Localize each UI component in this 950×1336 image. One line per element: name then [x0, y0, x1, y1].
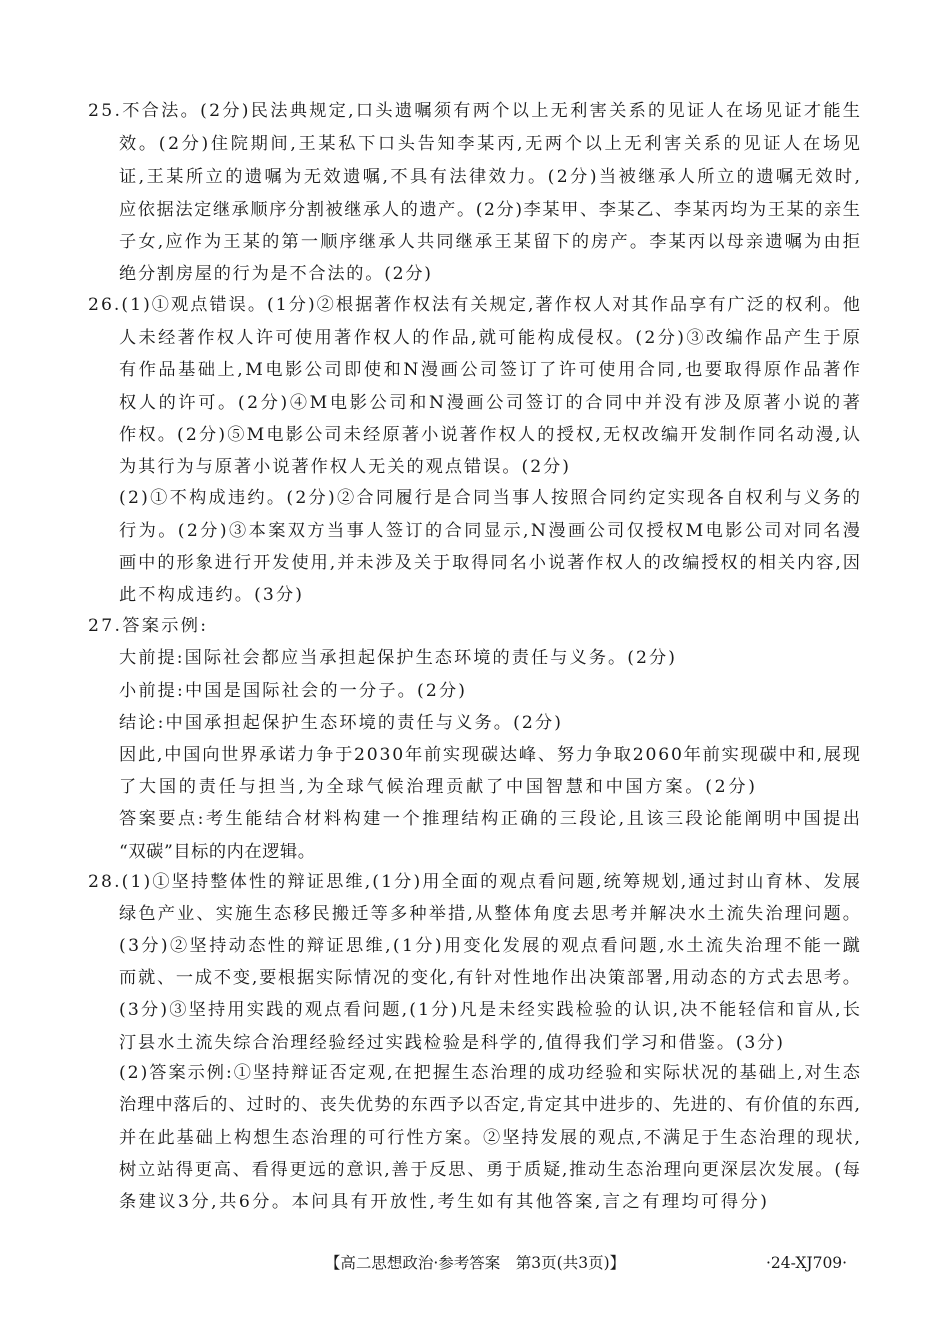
text-line: (2)①不构成违约。(2分)②合同履行是合同当事人按照合同约定实现各自权利与义务的	[119, 488, 863, 508]
text-line: 此不构成违约。(3分)	[119, 585, 305, 605]
text-line: 因此,中国向世界承诺力争于2030年前实现碳达峰、努力争取2060年前实现碳中和,展现	[119, 745, 862, 765]
text-line: 作权。(2分)⑤M电影公司未经原著小说著作权人的授权,无权改编开发制作同名动漫,认	[119, 425, 863, 445]
text-line: 行为。(2分)③本案双方当事人签订的合同显示,N漫画公司仅授权M电影公司对同名漫	[119, 521, 863, 541]
text-line: 绝分割房屋的行为是不合法的。(2分)	[119, 264, 433, 284]
text-line: 并在此基础上构想生态治理的可行性方案。②坚持发展的观点,不满足于生态治理的现状,	[119, 1128, 862, 1148]
text-line: 答案要点:考生能结合材料构建一个推理结构正确的三段论,且该三段论能阐明中国提出	[119, 809, 863, 829]
text-line: 人未经著作权人许可使用著作权人的作品,就可能构成侵权。(2分)③改编作品产生于原	[119, 328, 863, 348]
text-line: 效。(2分)住院期间,王某私下口头告知李某丙,无两个以上无利害关系的见证人在场见	[119, 134, 863, 154]
text-line: 权人的许可。(2分)④M电影公司和N漫画公司签订的合同中并没有涉及原著小说的著	[119, 393, 863, 413]
text-line: 而就、一成不变,要根据实际情况的变化,有针对性地作出决策部署,用动态的方式去思考。	[119, 968, 862, 988]
text-line: 子女,应作为王某的第一顺序继承人共同继承王某留下的房产。李某丙以母亲遗嘱为由拒	[119, 232, 863, 252]
text-line: 了大国的责任与担当,为全球气候治理贡献了中国智慧和中国方案。(2分)	[119, 777, 758, 797]
text-line: 证,王某所立的遗嘱为无效遗嘱,不具有法律效力。(2分)当被继承人所立的遗嘱无效时,	[119, 167, 863, 187]
text-line: 大前提:国际社会都应当承担起保护生态环境的责任与义务。(2分)	[119, 648, 678, 668]
text-line: 有作品基础上,M电影公司即使和N漫画公司签订了许可使用合同,也要取得原作品著作	[119, 360, 863, 380]
page-footer-title: 【高二思想政治·参考答案 第3页(共3页)】	[324, 1254, 626, 1272]
text-line: 26.(1)①观点错误。(1分)②根据著作权法有关规定,著作权人对其作品享有广泛的权利。他	[88, 295, 863, 315]
text-line: (3分)②坚持动态性的辩证思维,(1分)用变化发展的观点看问题,水土流失治理不能一蹴	[119, 936, 863, 956]
text-line: 结论:中国承担起保护生态环境的责任与义务。(2分)	[119, 713, 564, 733]
text-line: 为其行为与原著小说著作权人无关的观点错误。(2分)	[119, 457, 571, 477]
text-line: (2)答案示例:①坚持辩证否定观,在把握生态治理的成功经验和实际状况的基础上,对生态	[119, 1063, 862, 1083]
text-line: (3分)③坚持用实践的观点看问题,(1分)凡是未经实践检验的认识,决不能轻信和盲从,长	[119, 1000, 863, 1020]
text-line: 树立站得更高、看得更远的意识,善于反思、勇于质疑,推动生态治理向更深层次发展。(每	[119, 1160, 862, 1180]
text-line: 小前提:中国是国际社会的一分子。(2分)	[119, 681, 468, 701]
text-line: 28.(1)①坚持整体性的辩证思维,(1分)用全面的观点看问题,统筹规划,通过封山育林、发展	[88, 872, 863, 892]
text-line: 条建议3分,共6分。本问具有开放性,考生如有其他答案,言之有理均可得分)	[119, 1192, 770, 1212]
text-line: 绿色产业、实施生态移民搬迁等多种举措,从整体角度去思考并解决水土流失治理问题。	[119, 904, 863, 924]
text-line: 25.不合法。(2分)民法典规定,口头遗嘱须有两个以上无利害关系的见证人在场见证才能生	[88, 101, 863, 121]
page-footer-code: ·24-XJ709·	[766, 1254, 848, 1272]
text-line: 治理中落后的、过时的、丧失优势的东西予以否定,肯定其中进步的、先进的、有价值的东西,	[119, 1095, 862, 1115]
text-line: 27.答案示例:	[88, 616, 209, 636]
text-line: 画中的形象进行开发使用,并未涉及关于取得同名小说著作权人的改编授权的相关内容,因	[119, 553, 862, 573]
text-line: “双碳”目标的内在逻辑。	[119, 842, 316, 862]
text-line: 汀县水土流失综合治理经验经过实践检验是科学的,值得我们学习和借鉴。(3分)	[119, 1033, 785, 1053]
text-line: 应依据法定继承顺序分割被继承人的遗产。(2分)李某甲、李某乙、李某丙均为王某的亲生	[119, 200, 862, 220]
